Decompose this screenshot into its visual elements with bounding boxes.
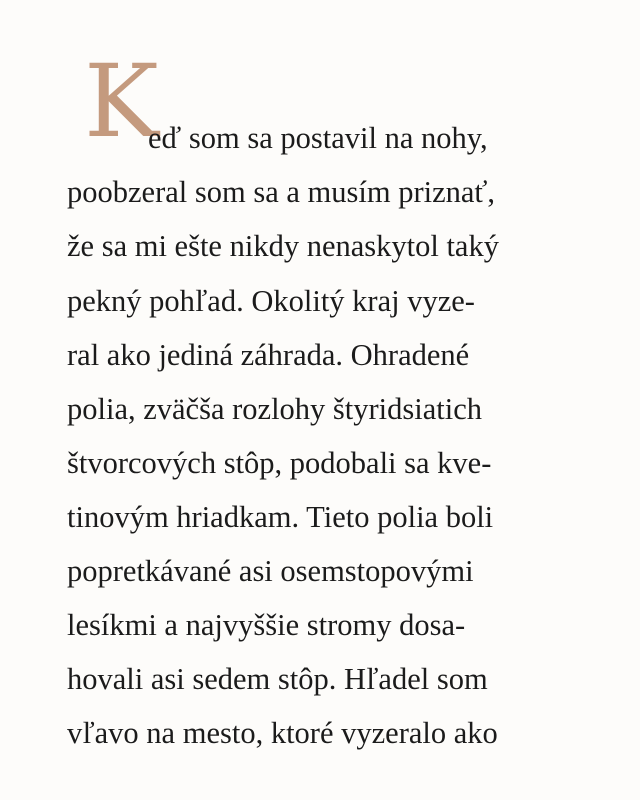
text-line-7: štvorcových stôp, podobali sa kve- xyxy=(67,446,492,480)
text-line-3: že sa mi ešte nikdy nenaskytol taký xyxy=(67,229,499,263)
text-line-9: popretkávané asi osemstopovými xyxy=(67,554,474,588)
text-line-2: poobzeral som sa a musím priznať, xyxy=(67,175,496,209)
drop-cap-letter: K xyxy=(84,43,159,160)
text-line-5: ral ako jediná záhrada. Ohradené xyxy=(67,338,470,372)
text-line-1: eď som sa postavil na nohy, xyxy=(148,121,488,155)
text-line-10: lesíkmi a najvyššie stromy dosa- xyxy=(67,608,466,642)
text-line-8: tinovým hriadkam. Tieto polia boli xyxy=(67,500,494,534)
text-line-4: pekný pohľad. Okolitý kraj vyze- xyxy=(67,284,475,318)
text-line-6: polia, zväčša rozlohy štyridsiatich xyxy=(67,392,483,426)
text-line-11: hovali asi sedem stôp. Hľadel som xyxy=(67,662,488,696)
text-line-12: vľavo na mesto, ktoré vyzeralo ako xyxy=(67,716,498,750)
